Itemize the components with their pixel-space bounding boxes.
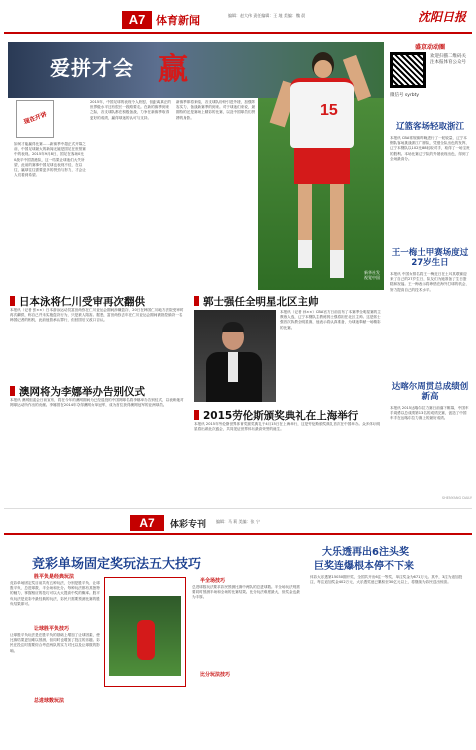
lottery-main-headline: 竞彩单场固定奖玩法五大技巧 (32, 557, 202, 572)
masthead-2 (4, 509, 472, 535)
sidebar-article-3: 本报讯 2015达喀尔拉力赛日前落下帷幕，中国车手周勇以总成绩第13名的成绩完赛，创造了中国车手在达喀尔拉力赛上的最好成绩。 (390, 406, 469, 421)
headline-guo: 郭士强任全明星北区主帅 (194, 294, 319, 309)
subhead-4: 半全场技巧 (200, 578, 226, 584)
sidebar-headline-3: 达喀尔周贯总成绩创新高 (391, 382, 469, 402)
qr-title: 盛京动动圈 (414, 44, 445, 51)
qr-caption: 欢迎扫描二维码关注本报体育公众号 (430, 54, 466, 65)
subhead-2: 让球胜平负技巧 (34, 626, 70, 632)
page-number-badge: A7 (122, 11, 152, 29)
right-sidebar (388, 42, 472, 502)
masthead (4, 4, 472, 34)
lottery-text-4: 体彩大乐透第15030期开奖，全国共开出6注一等奖，单注奖金为671万元。其中，3注为追加投注，每注追加奖金402万元，大乐透奖池已累积至30亿元以上，将继续为彩民送出惊喜。 (310, 575, 463, 585)
headline-japan: 日本泳将仁川受审再次翻供 (10, 294, 145, 309)
subhead-5: 比分玩法技巧 (200, 672, 231, 678)
page-number-badge-2: A7 (130, 515, 164, 531)
section-title: 体育新闻 (156, 14, 200, 27)
sidebar-article-2: 本报讯 中国女排名将王一梅近日在土耳其联赛迎来了自己的27岁生日，队友们为她准备了生日蛋糕和祝福。王一梅表示将珍惜在海外打球的机会，努力提高自己的技术水平。 (390, 272, 470, 292)
subhead-3: 总进球数玩法 (34, 698, 65, 704)
article-japan: 本报讯（记者 张××）日本游泳运动员富田尚弥在仁川亚运会期间涉嫌盗窃，20日在韩国仁川地方法院受审时再次翻供，称自己并未实施盗窃行为，只是被人陷害。据悉，富田尚弥去年在仁川亚运会期间被指控偷窃一名韩国记者的相机，此前他曾承认罪行，但回国后又改口否认。 (10, 308, 184, 323)
editor-credits: 编辑：赵大伟 责任编辑：王 地 美编：魏 晨 (228, 13, 306, 18)
sidebar-headline-1: 辽篮客场轻取浙江 (395, 122, 464, 132)
lottery-text-1: 竞彩单场固定奖目前共有五种玩法，分别是胜平负、让球胜平负、总进球数、半全场和比分。每种玩法都有其独特的魅力，掌握相应的技巧可以大大提高中奖的概率。胜平负玩法是竞彩中最经典的玩法，彩民只需要预测比赛的胜负结果即可。 (10, 581, 100, 606)
hero-feature (8, 42, 384, 290)
lottery-text-3: 总进球数玩法要求彩民预测比赛中两队的总进球数。半全场玩法则需要同时预测半场和全场的比赛结果。比分玩法难度最大，但奖金也最为丰厚。 (192, 585, 300, 600)
section-title-2: 体彩专刊 (170, 520, 207, 530)
football-player-photo (276, 52, 366, 284)
article-guo: 本报讯（记者 孙××）CBA官方日前宣布了本赛季全明星赛的主教练人选，辽宁本钢队主教练郭士强将担任北区主帅。这是郭士强首次执教全明星赛，他表示将认真准备，为球迷奉献一场精彩的比赛。 (280, 310, 381, 330)
editor-credits-2: 编辑：马 莉 美编：张 宁 (216, 519, 260, 524)
lottery-text-2: 让球胜平负玩法是在胜平负的基础上增加了让球因素，使比赛结果更加难以预测，但同时也增加了投注的乐趣。彩民在投注时需要综合考虑两队的实力对比以及让球数的影响。 (10, 633, 100, 653)
sidebar-article-1: 本报讯 CBA常规赛昨晚进行了一轮较量，辽宁本钢队客场挑战浙江广厦队，凭借全队出色的发挥，辽宁本钢队以102比88轻取对手，取得了一场宝贵的胜利。本场比赛辽宁队的外援表现出色，得到了全场最高分。 (390, 136, 470, 161)
article-australia: 本报讯 澳网组委会日前宣布，将在今年的澳网期间为已经退役的中国网球名将李娜举办告别仪式，以表彰她对网球运动所作出的贡献。李娜曾在2014年夺得澳网女单冠军，成为首位获得澳网冠军的亚洲球员。 (10, 398, 184, 408)
hero-headline: 爱拼才会 (50, 56, 134, 80)
sidebar-headline-2: 王一梅土甲赛场度过27岁生日 (391, 248, 469, 268)
headline-laureus: 2015劳伦斯颁奖典礼在上海举行 (194, 408, 358, 423)
hero-text-col-2: 2015年，中国足球的表现令人欣慰，但距离真正的世界级水平还有很长一段路要走。在新的赛季到来之际，各支球队都在积极备战，力争在新赛季取得更好的成绩，赢得球迷的认可与支持。 (90, 100, 172, 120)
sports-news-sheet (4, 4, 472, 504)
player-jersey: 15 (290, 78, 354, 148)
lottery-right-headline-b: 巨奖连爆根本停不下来 (314, 561, 414, 572)
lecture-label: 现在开讲 (22, 111, 48, 126)
wechat-id: 微信号 syrbty (390, 93, 420, 98)
headline-australia: 澳网将为李娜举办告别仪式 (10, 384, 145, 399)
lottery-photo (109, 596, 181, 676)
lottery-special-sheet (4, 508, 472, 750)
hero-headline-emphasis: 赢 (158, 52, 188, 87)
lecture-stamp (16, 100, 54, 138)
lottery-photo-box (104, 577, 186, 687)
coach-photo (194, 310, 276, 402)
photo-credit: 新华社发 视觉中国 (364, 270, 380, 280)
newspaper-logo: 沈阳日报 (417, 10, 466, 24)
article-laureus: 本报讯 2015年劳伦斯世界体育奖颁奖典礼于4月15日在上海举行，这是劳伦斯颁奖典礼首次在中国举办。众多体坛明星将出席此次盛会，共同见证世界体坛最高荣誉的诞生。 (194, 422, 381, 432)
hero-text-col-1: 如何才能赢得比赛……新赛季中超正式开幕之前，中国足球最大的新闻无疑是国足在世预赛中的表现。2015年9月8日，国足在客场0比0战平中国香港队，这一结果让球迷们大失所望，此前的赛事中国足球也表现不佳，在以往，赢球往往需要更多的拼劲与努力，才会让人们看到希望。 (14, 142, 86, 178)
hero-text-col-3: 新赛季即将来临，各支球队纷纷引进外援，加强阵容实力，备战新赛季的到来。对于球迷们来说，最期待的还是赛场上精彩的比赛，以及中国球员们拼搏的身影。 (176, 100, 256, 120)
page-footer: SHENYANG DAILY (441, 496, 472, 500)
subhead-1: 胜平负是经典玩法 (34, 574, 75, 580)
lottery-right-headline-a: 大乐透再出6注头奖 (322, 547, 409, 558)
qr-code-icon (390, 52, 426, 88)
